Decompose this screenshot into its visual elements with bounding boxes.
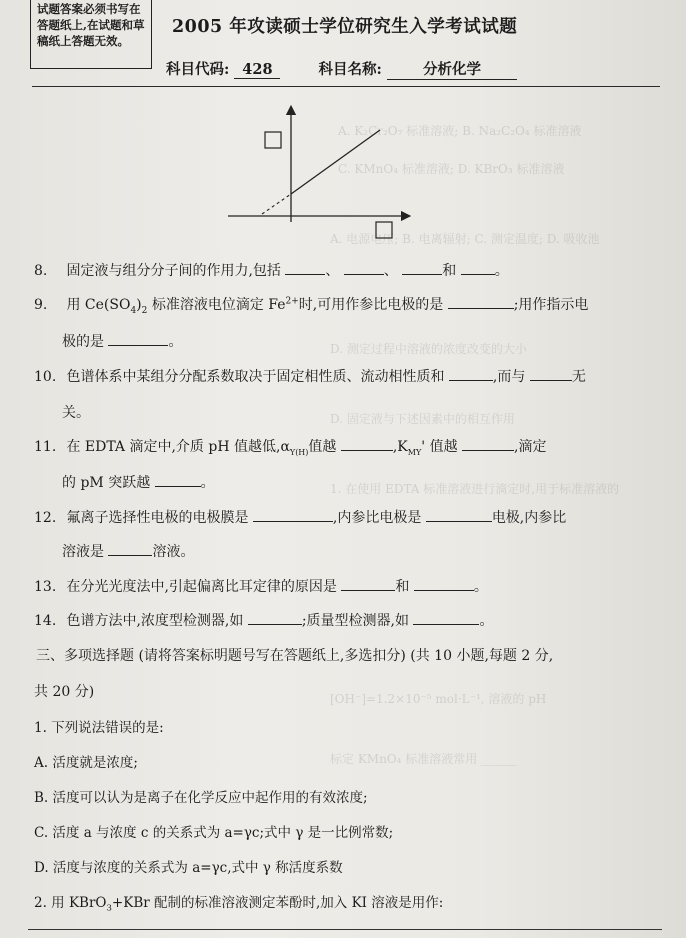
mc-option-c[interactable]: C. 活度 a 与浓度 c 的关系式为 a=γc;式中 γ 是一比例常数; <box>34 825 394 841</box>
question-9-cont: 极的是 。 <box>62 334 183 350</box>
question-14: 14. 色谱方法中,浓度型检测器,如 ;质量型检测器,如 。 <box>34 613 494 629</box>
question-9: 9. 用 $Ce(SO_4)_2$ 标准溶液电位滴定 $Fe^{2+}$时,可用作参比电极的是 ;用作指示电 <box>34 296 589 316</box>
exam-page: A. K₂Cr₂O₇ 标准溶液; B. Na₂C₂O₄ 标准溶液 C. KMnO₄ 标准溶液; D. KBrO₃ 标准溶液 A. 电源电压; B. 电离辐射; C. 测定温度; D. 吸收池 D. 测定过程中溶液的浓度改变的大小 D. 固定液与下述因素中的相互作用 1. 在使用 EDTA 标准溶液进行滴定时,用于标准溶液的 [OH⁻]=1.2×10⁻⁵ mol·L⁻¹, 溶液的 pH 标定 KMnO₄ 标准溶液常用 ______ 试题答案必须书写在答题纸上,在试题和草稿纸上答题无效。 2005 年攻读硕士学位研究生入学考试试题 科目代码: 428 科目名称: 分析化学 8. 固定液与组分分子间的作用力,包括 、 、 和 。 9. 用 $Ce(SO_4)_2$ 标准溶液电位滴定 $Fe^{2+}$时,可用作参比电极的是 ;用作指示电 极的是 。 10. 色谱体系中某组分分配系数取决于固定相性质、流动相性质和 ,而与 无 关。 11. 在 EDTA 滴定中,介质 pH 值越低$,\alpha_{Y(H)}$值越 $,K_{MY}'$ 值越 ,滴定 的 pM 突跃越 。 12. 氟离子选择性电极的电极膜是 ,内参比电极是 电极,内参比 溶液是 溶液。 13. 在分光光度法中,引起偏离比耳定律的原因是 和 。 14. 色谱方法中,浓度型检测器,如 ;质量型检测器,如 。 三、多项选择题 (请将答案标明题号写在答题纸上,多选扣分) (共 10 小题,每题 2 分, 共 20 分) 1. 下列说法错误的是: A. 活度就是浓度; B. 活度可以认为是离子在化学反应中起作用的有效浓度; C. 活度 a 与浓度 c 的关系式为 a=γc;式中 γ 是一比例常数; D. 活度与浓度的关系式为 a=γc,式中 γ 称活度系数 2. 用 KBrO$_3$+KBr 配制的标准溶液测定苯酚时,加入 KI 溶液是用作: <box>0 0 686 938</box>
question-12: 12. 氟离子选择性电极的电极膜是 ,内参比电极是 电极,内参比 <box>34 510 567 526</box>
answer-blank[interactable] <box>344 261 384 275</box>
subject-code-label: 科目代码: <box>166 61 230 78</box>
answer-blank[interactable] <box>253 508 333 522</box>
x-label-box <box>376 222 392 238</box>
mc-question-2: 2. 用 KBrO$_3$+KBr 配制的标准溶液测定苯酚时,加入 KI 溶液是用作: <box>34 895 444 914</box>
question-12-cont: 溶液是 溶液。 <box>62 544 195 560</box>
answer-blank[interactable] <box>530 367 572 381</box>
curve-line <box>291 130 380 194</box>
mc-option-a[interactable]: A. 活度就是浓度; <box>34 755 138 771</box>
question-11-cont: 的 pM 突跃越 。 <box>62 475 215 491</box>
header-rule <box>32 86 660 87</box>
subject-info <box>166 58 517 80</box>
question-10-cont: 关。 <box>62 405 90 421</box>
answer-blank[interactable] <box>414 577 474 591</box>
titration-curve-figure <box>224 104 414 244</box>
extrapolated-line <box>262 194 291 214</box>
answer-blank[interactable] <box>402 261 442 275</box>
subject-code-value: 428 <box>234 61 280 79</box>
footer-rule <box>28 929 662 930</box>
answer-blank[interactable] <box>155 473 201 487</box>
section-3-heading: 三、多项选择题 (请将答案标明题号写在答题纸上,多选扣分) (共 10 小题,每题 2 分, <box>36 648 554 664</box>
question-13: 13. 在分光光度法中,引起偏离比耳定律的原因是 和 。 <box>34 579 488 595</box>
answer-blank[interactable] <box>248 611 302 625</box>
answer-blank[interactable] <box>341 577 395 591</box>
answer-blank[interactable] <box>461 261 495 275</box>
question-11: 11. 在 EDTA 滴定中,介质 pH 值越低$,\alpha_{Y(H)}$值越 $,K_{MY}'$ 值越 ,滴定 <box>34 439 547 457</box>
subject-name-label: 科目名称: <box>318 61 382 78</box>
answer-blank[interactable] <box>462 437 514 451</box>
mc-option-b[interactable]: B. 活度可以认为是离子在化学反应中起作用的有效浓度; <box>34 790 368 806</box>
mc-option-d[interactable]: D. 活度与浓度的关系式为 a=γc,式中 γ 称活度系数 <box>34 860 343 876</box>
answer-blank[interactable] <box>108 542 152 556</box>
question-10: 10. 色谱体系中某组分分配系数取决于固定相性质、流动相性质和 ,而与 无 <box>34 369 586 385</box>
y-label-box <box>265 132 281 148</box>
answer-blank[interactable] <box>413 611 479 625</box>
answer-blank[interactable] <box>426 508 492 522</box>
answer-blank[interactable] <box>449 367 493 381</box>
answer-blank[interactable] <box>285 261 325 275</box>
section-3-heading-cont: 共 20 分) <box>34 684 95 700</box>
mc-question-1: 1. 下列说法错误的是: <box>34 720 164 736</box>
answer-blank[interactable] <box>448 295 514 309</box>
subject-name-value: 分析化学 <box>387 58 517 80</box>
answer-notice-box: 试题答案必须书写在答题纸上,在试题和草稿纸上答题无效。 <box>30 0 152 69</box>
answer-blank[interactable] <box>108 332 168 346</box>
exam-title: 2005 年攻读硕士学位研究生入学考试试题 <box>172 17 518 37</box>
question-8: 8. 固定液与组分分子间的作用力,包括 、 、 和 。 <box>34 263 509 279</box>
answer-blank[interactable] <box>341 437 393 451</box>
